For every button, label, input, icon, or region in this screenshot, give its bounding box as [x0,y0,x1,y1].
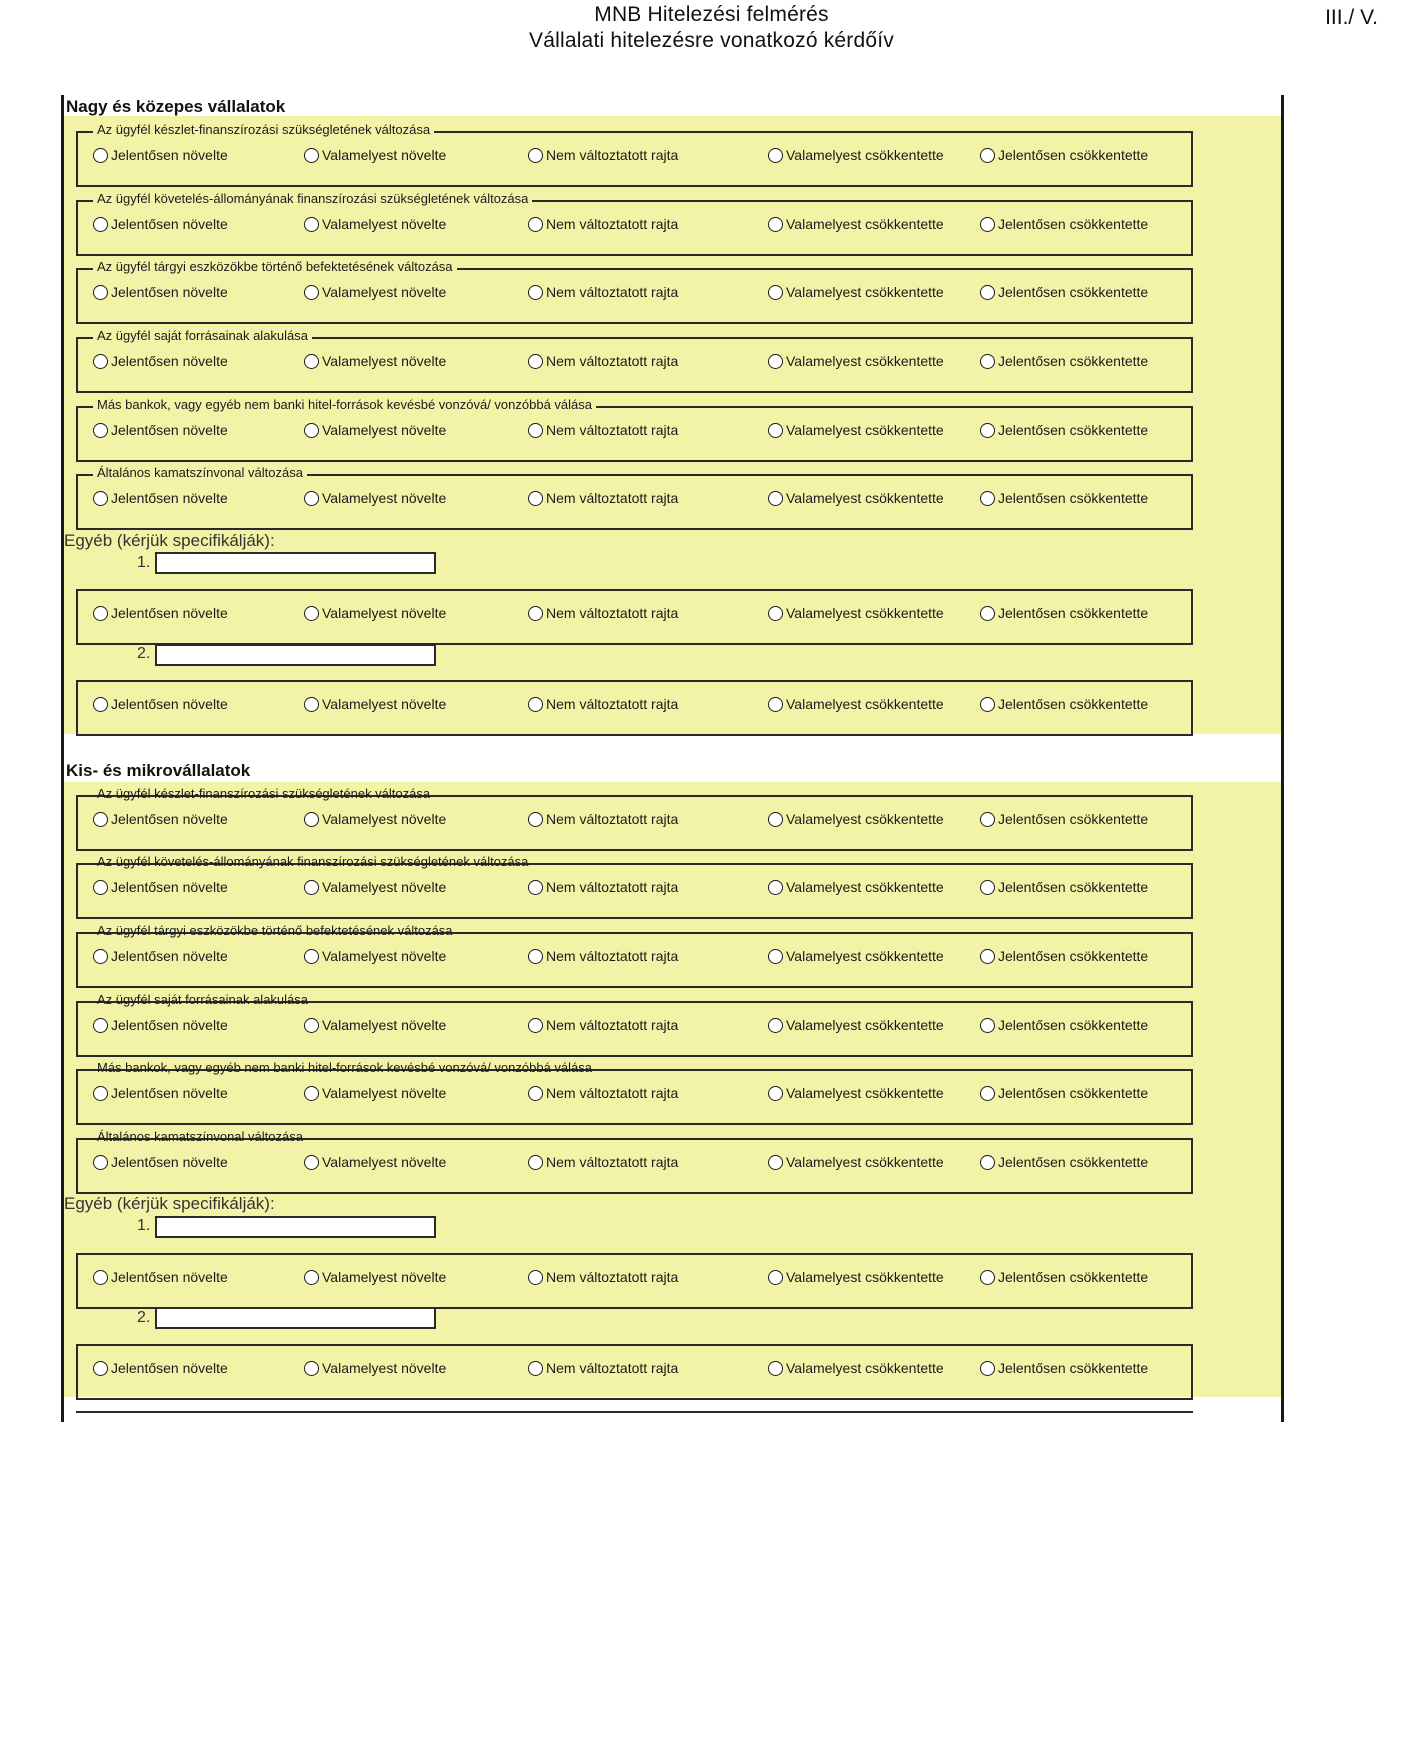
radio-button[interactable] [528,354,543,369]
radio-option-label: Valamelyest növelte [322,1269,447,1285]
radio-option[interactable] [768,605,944,621]
radio-option-label: Valamelyest csökkentette [786,1154,944,1170]
radio-button[interactable] [768,1018,783,1033]
radio-option-label: Valamelyest növelte [322,811,447,827]
question-label: Más bankok, vagy egyéb nem banki hitel-források kevésbé vonzóvá/ vonzóbbá válása [97,1060,593,1075]
radio-option-label: Jelentősen növelte [111,696,228,712]
radio-option[interactable] [980,879,1148,895]
radio-option-label: Valamelyest növelte [322,1360,447,1376]
radio-option[interactable] [980,422,1148,438]
radio-button[interactable] [980,285,995,300]
radio-button[interactable] [304,491,319,506]
radio-option-label: Valamelyest csökkentette [786,696,944,712]
radio-option[interactable] [528,216,678,232]
radio-option-label: Jelentősen növelte [111,284,228,300]
radio-button[interactable] [93,1155,108,1170]
radio-option-label: Nem változtatott rajta [546,1017,679,1033]
radio-option[interactable] [528,811,678,827]
radio-option-label: Jelentősen csökkentette [998,422,1149,438]
radio-option[interactable] [304,1154,446,1170]
radio-option-label: Jelentősen növelte [111,490,228,506]
radio-option[interactable] [528,1269,678,1285]
radio-option[interactable] [768,696,944,712]
radio-option[interactable] [528,284,678,300]
other-item-number: 1. [137,1217,151,1234]
radio-option-label: Jelentősen növelte [111,1360,228,1376]
radio-button[interactable] [304,1086,319,1101]
question-label: Az ügyfél tárgyi eszközökbe történő befektetésének változása [97,923,453,938]
radio-button[interactable] [768,354,783,369]
radio-option-label: Valamelyest növelte [322,147,447,163]
radio-option-label: Nem változtatott rajta [546,1154,679,1170]
radio-button[interactable] [93,697,108,712]
radio-button[interactable] [304,880,319,895]
radio-button[interactable] [528,423,543,438]
question-label: Általános kamatszínvonal változása [97,1129,303,1144]
radio-option-label: Valamelyest csökkentette [786,490,944,506]
radio-option-label: Jelentősen növelte [111,1154,228,1170]
radio-option[interactable] [980,216,1148,232]
question-group [76,122,1193,187]
radio-option[interactable] [768,879,944,895]
radio-option[interactable] [768,216,944,232]
page-code: III./ V. [1325,6,1378,29]
radio-button[interactable] [980,812,995,827]
radio-button[interactable] [768,949,783,964]
question-group [76,1344,1193,1400]
radio-option[interactable] [768,1085,944,1101]
radio-button[interactable] [980,697,995,712]
radio-button[interactable] [93,949,108,964]
question-label: Az ügyfél készlet-finanszírozási szükségletének változása [97,786,431,801]
radio-option[interactable] [93,948,228,964]
question-label: Az ügyfél követelés-állományának finanszírozási szükségletének változása [97,854,529,869]
radio-option[interactable] [768,948,944,964]
radio-button[interactable] [768,217,783,232]
radio-option-label: Jelentősen növelte [111,353,228,369]
question-group [76,1129,1193,1194]
radio-option[interactable] [980,353,1148,369]
radio-button[interactable] [768,148,783,163]
radio-option-label: Jelentősen csökkentette [998,353,1149,369]
question-label: Az ügyfél követelés-állományának finanszírozási szükségletének változása [93,191,532,207]
radio-option-label: Nem változtatott rajta [546,605,679,621]
question-label: Más bankok, vagy egyéb nem banki hitel-források kevésbé vonzóvá/ vonzóbbá válása [93,397,596,413]
radio-option[interactable] [304,605,446,621]
radio-button[interactable] [768,423,783,438]
radio-option-label: Jelentősen növelte [111,216,228,232]
radio-option[interactable] [93,216,228,232]
radio-option[interactable] [768,490,944,506]
radio-option-label: Valamelyest csökkentette [786,1360,944,1376]
other-item-input[interactable] [155,552,436,574]
radio-option-label: Nem változtatott rajta [546,147,679,163]
radio-button[interactable] [980,217,995,232]
other-item-input[interactable] [155,644,436,666]
radio-button[interactable] [980,423,995,438]
radio-option-label: Nem változtatott rajta [546,948,679,964]
radio-option[interactable] [980,605,1148,621]
radio-option[interactable] [93,1269,228,1285]
radio-option-label: Nem változtatott rajta [546,811,679,827]
radio-button[interactable] [93,217,108,232]
radio-option[interactable] [93,147,228,163]
radio-option[interactable] [93,353,228,369]
radio-option-label: Jelentősen növelte [111,1017,228,1033]
radio-button[interactable] [768,285,783,300]
radio-button[interactable] [304,1270,319,1285]
radio-option[interactable] [768,1017,944,1033]
radio-option-label: Jelentősen csökkentette [998,696,1149,712]
bottom-rule [76,1411,1193,1413]
radio-option-label: Jelentősen növelte [111,879,228,895]
radio-option-label: Jelentősen csökkentette [998,1017,1149,1033]
radio-option-label: Valamelyest növelte [322,1154,447,1170]
radio-option[interactable] [768,1360,944,1376]
radio-option-label: Jelentősen csökkentette [998,216,1149,232]
radio-option[interactable] [93,879,228,895]
radio-option[interactable] [93,696,228,712]
radio-option-label: Valamelyest növelte [322,216,447,232]
radio-button[interactable] [768,606,783,621]
radio-option[interactable] [980,811,1148,827]
question-group [76,923,1193,988]
radio-option[interactable] [93,284,228,300]
radio-option-label: Jelentősen növelte [111,1085,228,1101]
survey-title: MNB Hitelezési felmérés [594,3,829,26]
question-label: Általános kamatszínvonal változása [93,465,307,481]
question-label: Az ügyfél tárgyi eszközökbe történő befektetésének változása [93,259,457,275]
radio-option-label: Valamelyest csökkentette [786,1269,944,1285]
radio-button[interactable] [304,285,319,300]
radio-option[interactable] [304,811,446,827]
radio-option[interactable] [304,1085,446,1101]
radio-option[interactable] [93,605,228,621]
other-item-input[interactable] [155,1307,436,1329]
radio-option[interactable] [528,1360,678,1376]
radio-button[interactable] [304,1361,319,1376]
radio-option[interactable] [768,353,944,369]
radio-button[interactable] [93,354,108,369]
radio-button[interactable] [980,606,995,621]
question-group [76,328,1193,393]
radio-option-label: Nem változtatott rajta [546,1360,679,1376]
radio-button[interactable] [768,491,783,506]
radio-button[interactable] [93,606,108,621]
radio-option[interactable] [980,696,1148,712]
radio-option-label: Jelentősen csökkentette [998,284,1149,300]
radio-option[interactable] [768,1269,944,1285]
radio-option-label: Nem változtatott rajta [546,422,679,438]
question-group [76,259,1193,324]
radio-option[interactable] [980,948,1148,964]
question-group [76,465,1193,530]
radio-button[interactable] [93,423,108,438]
radio-button[interactable] [93,491,108,506]
radio-option-label: Jelentősen növelte [111,811,228,827]
radio-option-label: Valamelyest csökkentette [786,605,944,621]
radio-button[interactable] [980,1361,995,1376]
radio-option-label: Nem változtatott rajta [546,284,679,300]
radio-button[interactable] [304,1155,319,1170]
radio-button[interactable] [528,880,543,895]
radio-button[interactable] [528,812,543,827]
radio-button[interactable] [304,949,319,964]
radio-button[interactable] [528,606,543,621]
radio-option[interactable] [304,879,446,895]
radio-option-label: Valamelyest csökkentette [786,147,944,163]
radio-button[interactable] [304,354,319,369]
radio-option[interactable] [528,490,678,506]
radio-option[interactable] [93,1360,228,1376]
radio-option-label: Jelentősen növelte [111,147,228,163]
section-title-small-micro: Kis- és mikrovállalatok [66,761,251,780]
radio-option[interactable] [93,1017,228,1033]
radio-option[interactable] [528,147,678,163]
radio-button[interactable] [93,812,108,827]
question-label: Az ügyfél készlet-finanszírozási szükségletének változása [93,122,434,138]
frame-line-left [61,95,64,1422]
radio-option[interactable] [528,1017,678,1033]
radio-option[interactable] [528,605,678,621]
radio-button[interactable] [768,812,783,827]
radio-button[interactable] [768,1155,783,1170]
frame-line-right [1281,95,1284,1422]
radio-button[interactable] [768,1361,783,1376]
question-group [76,1253,1193,1309]
radio-option-label: Nem változtatott rajta [546,879,679,895]
radio-button[interactable] [528,1361,543,1376]
radio-option-label: Jelentősen növelte [111,605,228,621]
radio-option-label: Nem változtatott rajta [546,216,679,232]
radio-option-label: Jelentősen csökkentette [998,879,1149,895]
radio-option-label: Jelentősen csökkentette [998,1269,1149,1285]
question-group [76,680,1193,736]
radio-button[interactable] [980,148,995,163]
radio-option[interactable] [528,422,678,438]
radio-button[interactable] [304,812,319,827]
radio-option[interactable] [304,1017,446,1033]
radio-button[interactable] [768,1086,783,1101]
question-label: Az ügyfél saját forrásainak alakulása [97,992,309,1007]
radio-option-label: Valamelyest növelte [322,1085,447,1101]
radio-button[interactable] [768,880,783,895]
radio-button[interactable] [304,606,319,621]
question-label: Az ügyfél saját forrásainak alakulása [93,328,312,344]
radio-option[interactable] [528,879,678,895]
radio-button[interactable] [528,1155,543,1170]
radio-option[interactable] [980,1085,1148,1101]
radio-option[interactable] [768,284,944,300]
radio-option[interactable] [980,147,1148,163]
radio-option[interactable] [768,422,944,438]
radio-button[interactable] [528,285,543,300]
question-group [76,854,1193,919]
radio-option[interactable] [304,696,446,712]
radio-option-label: Nem változtatott rajta [546,1269,679,1285]
question-group [76,589,1193,645]
radio-button[interactable] [93,148,108,163]
radio-button[interactable] [528,1270,543,1285]
radio-option-label: Jelentősen növelte [111,422,228,438]
radio-option-label: Valamelyest növelte [322,353,447,369]
radio-option-label: Valamelyest csökkentette [786,879,944,895]
other-specify-label: Egyéb (kérjük specifikálják): [64,531,275,550]
radio-button[interactable] [768,1270,783,1285]
radio-option[interactable] [980,284,1148,300]
radio-option-label: Jelentősen növelte [111,1269,228,1285]
radio-button[interactable] [93,1018,108,1033]
radio-option[interactable] [980,490,1148,506]
radio-button[interactable] [93,1361,108,1376]
radio-option-label: Jelentősen növelte [111,948,228,964]
radio-option-label: Jelentősen csökkentette [998,1154,1149,1170]
radio-option[interactable] [980,1154,1148,1170]
radio-option[interactable] [304,948,446,964]
radio-option-label: Valamelyest csökkentette [786,948,944,964]
radio-button[interactable] [304,423,319,438]
radio-option-label: Valamelyest csökkentette [786,422,944,438]
radio-button[interactable] [980,949,995,964]
radio-option-label: Jelentősen csökkentette [998,811,1149,827]
radio-option-label: Valamelyest csökkentette [786,216,944,232]
radio-option[interactable] [980,1269,1148,1285]
radio-button[interactable] [528,148,543,163]
radio-button[interactable] [528,1018,543,1033]
radio-option[interactable] [93,811,228,827]
radio-option-label: Nem változtatott rajta [546,353,679,369]
radio-option[interactable] [528,696,678,712]
radio-option[interactable] [528,948,678,964]
radio-button[interactable] [528,949,543,964]
radio-button[interactable] [93,880,108,895]
radio-option[interactable] [93,490,228,506]
radio-button[interactable] [980,1018,995,1033]
radio-option[interactable] [304,1360,446,1376]
radio-option-label: Valamelyest növelte [322,284,447,300]
radio-option[interactable] [304,284,446,300]
radio-option-label: Jelentősen csökkentette [998,1360,1149,1376]
question-group [76,397,1193,462]
radio-option-label: Jelentősen csökkentette [998,605,1149,621]
radio-button[interactable] [980,1086,995,1101]
radio-option[interactable] [93,1154,228,1170]
radio-button[interactable] [304,148,319,163]
radio-option-label: Valamelyest növelte [322,879,447,895]
radio-option[interactable] [768,811,944,827]
radio-option[interactable] [304,147,446,163]
radio-option-label: Valamelyest növelte [322,490,447,506]
radio-button[interactable] [528,1086,543,1101]
radio-option-label: Valamelyest növelte [322,948,447,964]
radio-button[interactable] [304,697,319,712]
radio-button[interactable] [980,880,995,895]
radio-button[interactable] [93,1086,108,1101]
radio-button[interactable] [93,285,108,300]
radio-option[interactable] [93,422,228,438]
radio-option[interactable] [528,353,678,369]
radio-option[interactable] [528,1154,678,1170]
radio-option-label: Valamelyest növelte [322,422,447,438]
radio-option-label: Valamelyest növelte [322,1017,447,1033]
question-group [76,992,1193,1057]
radio-option-label: Valamelyest csökkentette [786,1017,944,1033]
radio-option-label: Jelentősen csökkentette [998,1085,1149,1101]
radio-option-label: Nem változtatott rajta [546,1085,679,1101]
radio-option-label: Valamelyest növelte [322,696,447,712]
radio-button[interactable] [768,697,783,712]
radio-button[interactable] [528,491,543,506]
radio-option-label: Jelentősen csökkentette [998,147,1149,163]
other-item-input[interactable] [155,1216,436,1238]
radio-button[interactable] [528,697,543,712]
radio-option-label: Jelentősen csökkentette [998,490,1149,506]
radio-option-label: Valamelyest csökkentette [786,284,944,300]
survey-subtitle: Vállalati hitelezésre vonatkozó kérdőív [529,29,894,52]
radio-option[interactable] [768,147,944,163]
radio-option[interactable] [304,1269,446,1285]
radio-option-label: Valamelyest csökkentette [786,353,944,369]
radio-button[interactable] [304,217,319,232]
radio-button[interactable] [980,491,995,506]
radio-option-label: Nem változtatott rajta [546,490,679,506]
radio-button[interactable] [528,217,543,232]
radio-option[interactable] [304,422,446,438]
radio-option[interactable] [93,1085,228,1101]
radio-option[interactable] [980,1017,1148,1033]
radio-option-label: Nem változtatott rajta [546,696,679,712]
other-item-number: 2. [137,645,151,662]
question-group [76,1060,1193,1125]
question-group [76,191,1193,256]
radio-option[interactable] [528,1085,678,1101]
radio-option[interactable] [304,353,446,369]
radio-button[interactable] [980,354,995,369]
other-item-number: 1. [137,554,151,571]
radio-button[interactable] [980,1155,995,1170]
radio-option-label: Valamelyest csökkentette [786,811,944,827]
radio-option-label: Valamelyest csökkentette [786,1085,944,1101]
radio-button[interactable] [93,1270,108,1285]
radio-option-label: Valamelyest növelte [322,605,447,621]
radio-button[interactable] [980,1270,995,1285]
radio-option-label: Jelentősen csökkentette [998,948,1149,964]
other-specify-label: Egyéb (kérjük specifikálják): [64,1194,275,1213]
radio-option[interactable] [768,1154,944,1170]
radio-option[interactable] [980,1360,1148,1376]
radio-button[interactable] [304,1018,319,1033]
other-item-number: 2. [137,1309,151,1326]
radio-option[interactable] [304,216,446,232]
section-title-large-medium: Nagy és közepes vállalatok [66,97,286,116]
question-group [76,786,1193,851]
radio-option[interactable] [304,490,446,506]
